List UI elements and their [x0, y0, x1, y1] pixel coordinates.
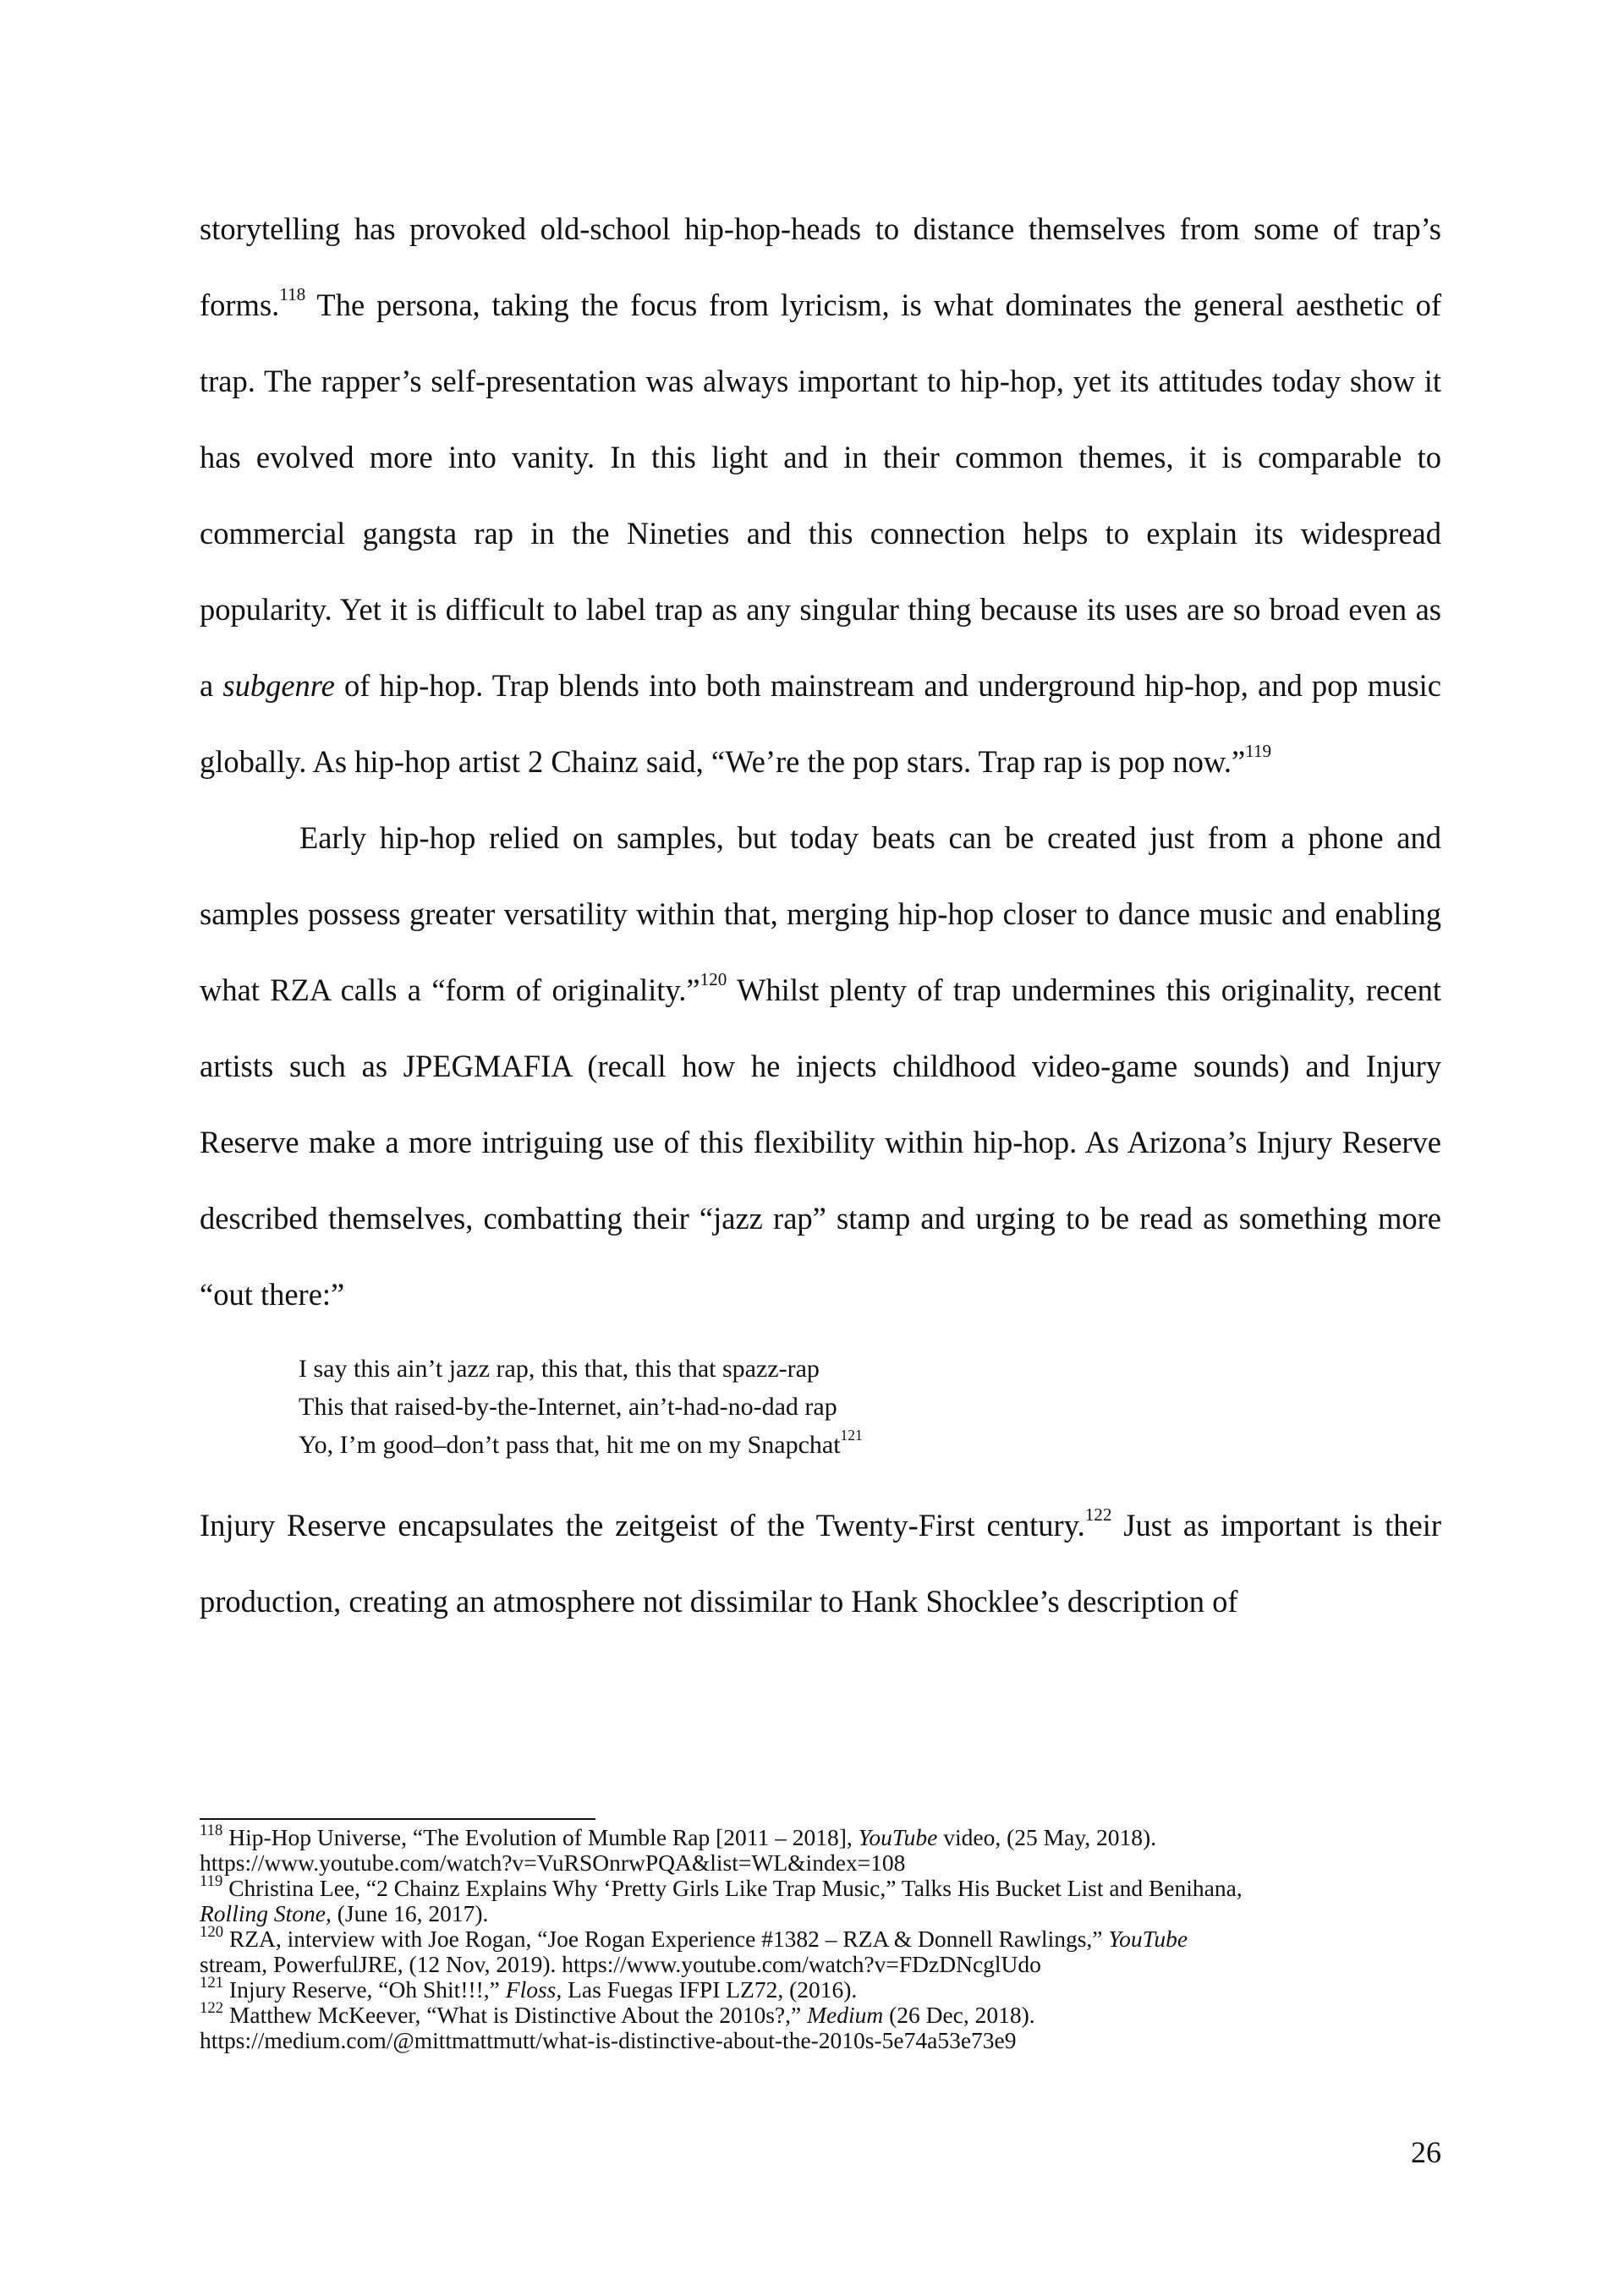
text-run: storytelling has provoked old-school hip-hop-heads to distance themselves from some of trap’s forms.	[200, 211, 1441, 322]
footnote-number: 119	[200, 1871, 223, 1890]
text-run: Injury Reserve encapsulates the zeitgeist of the Twenty-First century.	[200, 1508, 1085, 1543]
body-paragraph	[200, 1488, 1441, 1640]
italic-text: Medium	[807, 2002, 884, 2028]
text-run: Christina Lee, “2 Chainz Explains Why ‘Pretty Girls Like Trap Music,” Talks His Bucket List and Benihana,	[222, 1875, 1243, 1901]
footnote-separator	[200, 1818, 595, 1820]
footnote	[200, 1922, 1468, 1977]
footnote	[200, 1998, 1468, 2053]
body-paragraph	[200, 191, 1441, 800]
footnote	[200, 1821, 1468, 1876]
footnote	[200, 1973, 1468, 2003]
text-run: The persona, taking the focus from lyricism, is what dominates the general aesthetic of trap. The rapper’s self-presentation was always important to hip-hop, yet its attitudes today show it has evolved more into vanity. In this light and in their common themes, it is comparable to commercial gangsta rap in the Nineties and this connection helps to explain its widespread popularity. Yet it is difficult to label trap as any singular thing because its uses are so broad even as a	[200, 288, 1441, 703]
italic-text: Rolling Stone,	[200, 1900, 332, 1926]
lyrics-block-quote	[299, 1350, 1441, 1464]
footnote-reference: 119	[1245, 741, 1272, 762]
text-run: stream, PowerfulJRE, (12 Nov, 2019). https://www.youtube.com/watch?v=FDzDNcglUdo	[200, 1951, 1041, 1977]
footnote-reference: 122	[1084, 1504, 1112, 1526]
text-run: RZA, interview with Joe Rogan, “Joe Rogan Experience #1382 – RZA & Donnell Rawlings,”	[223, 1926, 1109, 1952]
page-number: 26	[1411, 2135, 1441, 2169]
footnote-number: 121	[200, 1973, 224, 1992]
text-run: (26 Dec, 2018).	[883, 2002, 1035, 2028]
text-run: video, (25 May, 2018).	[937, 1824, 1157, 1850]
body-paragraph	[200, 800, 1441, 1333]
text-run: https://www.youtube.com/watch?v=VuRSOnrwPQA&list=WL&index=108	[200, 1849, 906, 1876]
text-run: Whilst plenty of trap undermines this originality, recent artists such as JPEGMAFIA (recall how he injects childhood video-game sounds) and Injury Reserve make a more intriguing use of this flexibility within hip-hop. As Arizona’s Injury Reserve described themselves, combatting their “jazz rap” stamp and urging to be read as something more “out there:”	[200, 973, 1441, 1312]
lyric-line: I say this ain’t jazz rap, this that, this that spazz-rap	[299, 1355, 820, 1383]
text-run: https://medium.com/@mittmattmutt/what-is-distinctive-about-the-2010s-5e74a53e73e9	[200, 2027, 1017, 2053]
lyric-line-text: Yo, I’m good–don’t pass that, hit me on my Snapchat	[299, 1431, 841, 1459]
text-run: of hip-hop. Trap blends into both mainstream and underground hip-hop, and pop music globally. As hip-hop artist 2 Chainz said, “We’re the pop stars. Trap rap is pop now.”	[200, 668, 1441, 779]
body-paragraphs	[200, 191, 1441, 1333]
italic-text: subgenre	[222, 668, 335, 703]
italic-text: YouTube	[858, 1824, 938, 1850]
footnote-reference: 118	[279, 284, 306, 305]
text-run: Early hip-hop relied on samples, but today beats can be created just from a phone and samples possess greater versatility within that, merging hip-hop closer to dance music and enabling what RZA calls a “form of originality.”	[200, 820, 1441, 1007]
footnote-number: 120	[200, 1922, 224, 1941]
footnote-reference: 121	[840, 1427, 863, 1444]
italic-text: Floss,	[505, 1976, 562, 2003]
text-run: Las Fuegas IFPI LZ72, (2016).	[562, 1976, 858, 2003]
text-run: Matthew McKeever, “What is Distinctive About the 2010s?,”	[223, 2002, 808, 2028]
lyric-line	[299, 1426, 1441, 1464]
text-run: Just as important is their production, creating an atmosphere not dissimilar to Hank Shocklee’s description of	[200, 1508, 1441, 1619]
text-run: Hip-Hop Universe, “The Evolution of Mumble Rap [2011 – 2018],	[222, 1824, 859, 1850]
footnote-number: 118	[200, 1821, 223, 1839]
footnote	[200, 1871, 1468, 1926]
italic-text: YouTube	[1108, 1926, 1188, 1952]
text-run: Injury Reserve, “Oh Shit!!!,”	[223, 1976, 506, 2003]
footnote-reference: 120	[700, 969, 727, 990]
lyric-line: This that raised-by-the-Internet, ain’t-had-no-dad rap	[299, 1393, 837, 1421]
body-text	[200, 191, 1441, 1640]
footnote-number: 122	[200, 1998, 224, 2017]
footnotes	[200, 1821, 1468, 2053]
text-run: (June 16, 2017).	[331, 1900, 489, 1926]
